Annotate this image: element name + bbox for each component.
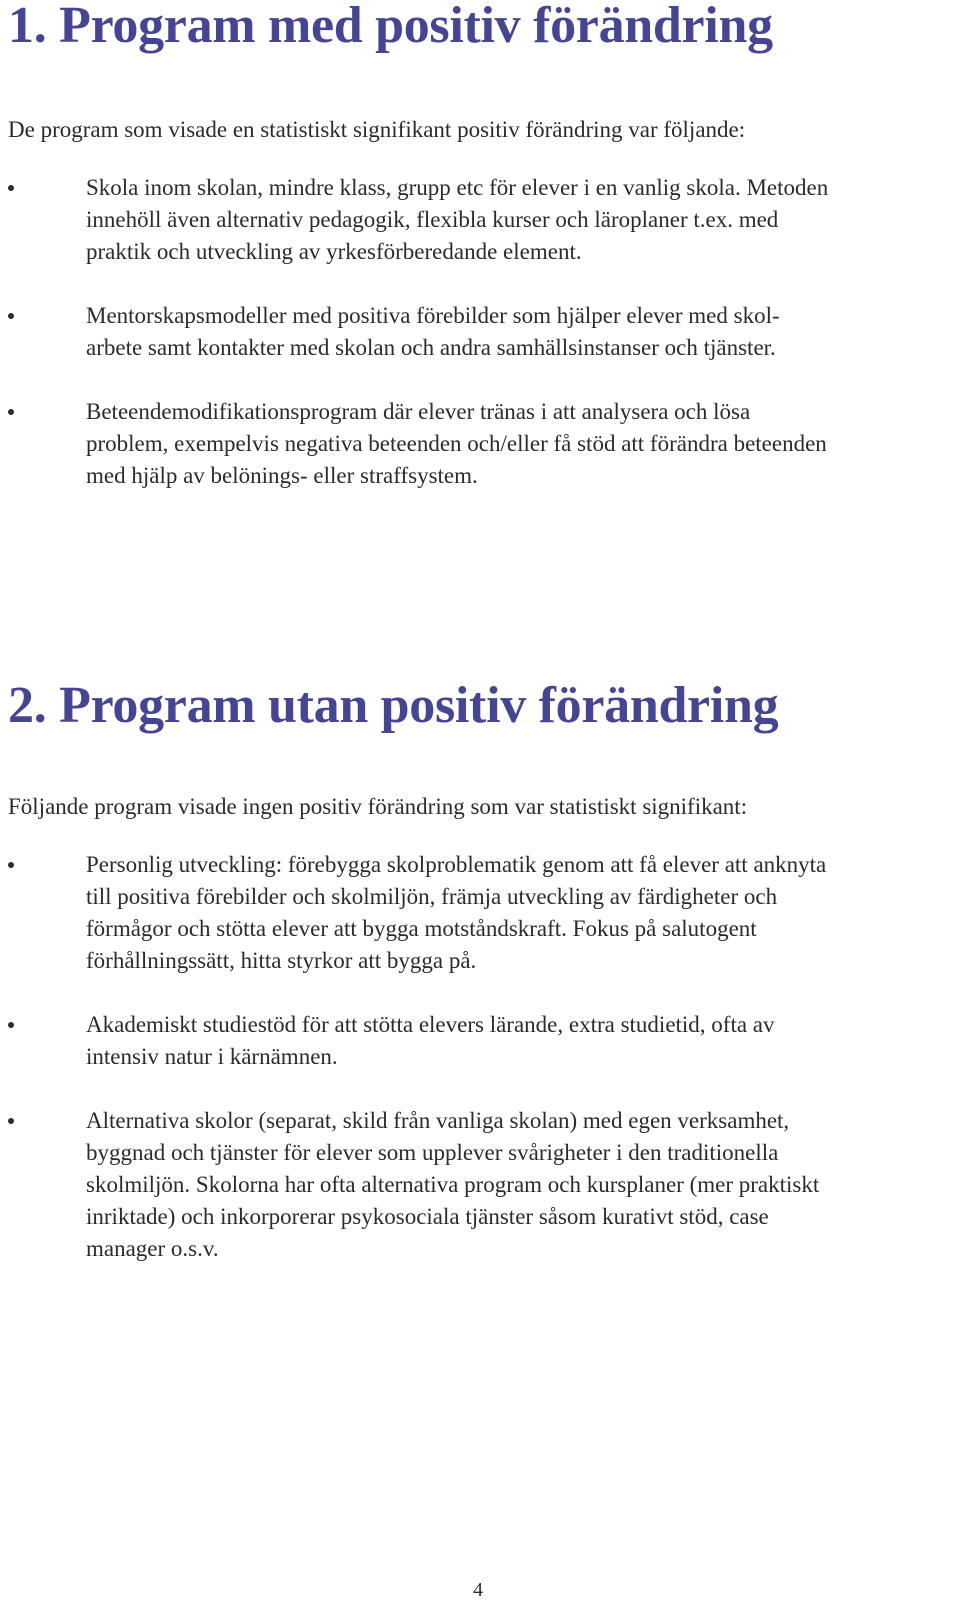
section-heading: 2. Program utan positiv förändring — [8, 677, 779, 734]
list-item-text-line: manager o.s.v. — [86, 1236, 219, 1261]
list-item-text-line: Skola inom skolan, mindre klass, grupp etc för elever i en vanlig skola. Metoden — [86, 175, 829, 200]
list-item-text-line: byggnad och tjänster för elever som upplever svårigheter i den traditionella — [86, 1140, 779, 1165]
list-item — [8, 1009, 948, 1073]
bullet-list — [8, 172, 948, 492]
list-item-text-line: med hjälp av belönings- eller straffsystem. — [86, 463, 478, 488]
list-item-text-line: innehöll även alternativ pedagogik, flexibla kurser och läroplaner t.ex. med — [86, 207, 779, 232]
bullet-icon — [8, 185, 14, 191]
list-item-text-line: Mentorskapsmodeller med positiva förebilder som hjälper elever med skol- — [86, 303, 780, 328]
list-item-text-line: till positiva förebilder och skolmiljön, främja utveckling av färdigheter och — [86, 884, 778, 909]
list-item-text-line: Alternativa skolor (separat, skild från vanliga skolan) med egen verksamhet, — [86, 1108, 790, 1133]
list-item — [8, 1105, 948, 1265]
list-item-text-line: intensiv natur i kärnämnen. — [86, 1044, 338, 1069]
section-intro: Följande program visade ingen positiv förändring som var statistiskt signifikant: — [8, 794, 748, 819]
bullet-icon — [8, 1022, 14, 1028]
section-no-positive-change — [8, 677, 948, 1297]
list-item-text-line: praktik och utveckling av yrkesförberedande element. — [86, 239, 582, 264]
bullet-icon — [8, 862, 14, 868]
list-item-text-line: arbete samt kontakter med skolan och andra samhällsinstanser och tjänster. — [86, 335, 776, 360]
list-item-text-line: problem, exempelvis negativa beteenden och/eller få stöd att förändra beteenden — [86, 431, 827, 456]
section-heading: 1. Program med positiv förändring — [8, 0, 773, 54]
page-number: 4 — [473, 1579, 483, 1601]
list-item-text-line: Personlig utveckling: förebygga skolproblematik genom att få elever att anknyta — [86, 852, 827, 877]
list-item-text-line: Beteendemodifikationsprogram där elever tränas i att analysera och lösa — [86, 399, 751, 424]
section-intro: De program som visade en statistiskt signifikant positiv förändring var följande: — [8, 117, 746, 142]
list-item-text-line: förhållningssätt, hitta styrkor att bygga på. — [86, 948, 477, 973]
list-item — [8, 172, 948, 268]
list-item — [8, 300, 948, 364]
bullet-list — [8, 849, 948, 1265]
bullet-icon — [8, 409, 14, 415]
list-item-text-line: skolmiljön. Skolorna har ofta alternativa program och kursplaner (mer praktiskt — [86, 1172, 820, 1197]
list-item-text-line: förmågor och stötta elever att bygga motståndskraft. Fokus på salutogent — [86, 916, 757, 941]
list-item-text-line: Akademiskt studiestöd för att stötta elevers lärande, extra studietid, ofta av — [86, 1012, 775, 1037]
list-item — [8, 396, 948, 492]
list-item — [8, 849, 948, 977]
bullet-icon — [8, 313, 14, 319]
bullet-icon — [8, 1118, 14, 1124]
list-item-text-line: inriktade) och inkorporerar psykosociala tjänster såsom kurativt stöd, case — [86, 1204, 769, 1229]
section-positive-change — [8, 0, 948, 524]
